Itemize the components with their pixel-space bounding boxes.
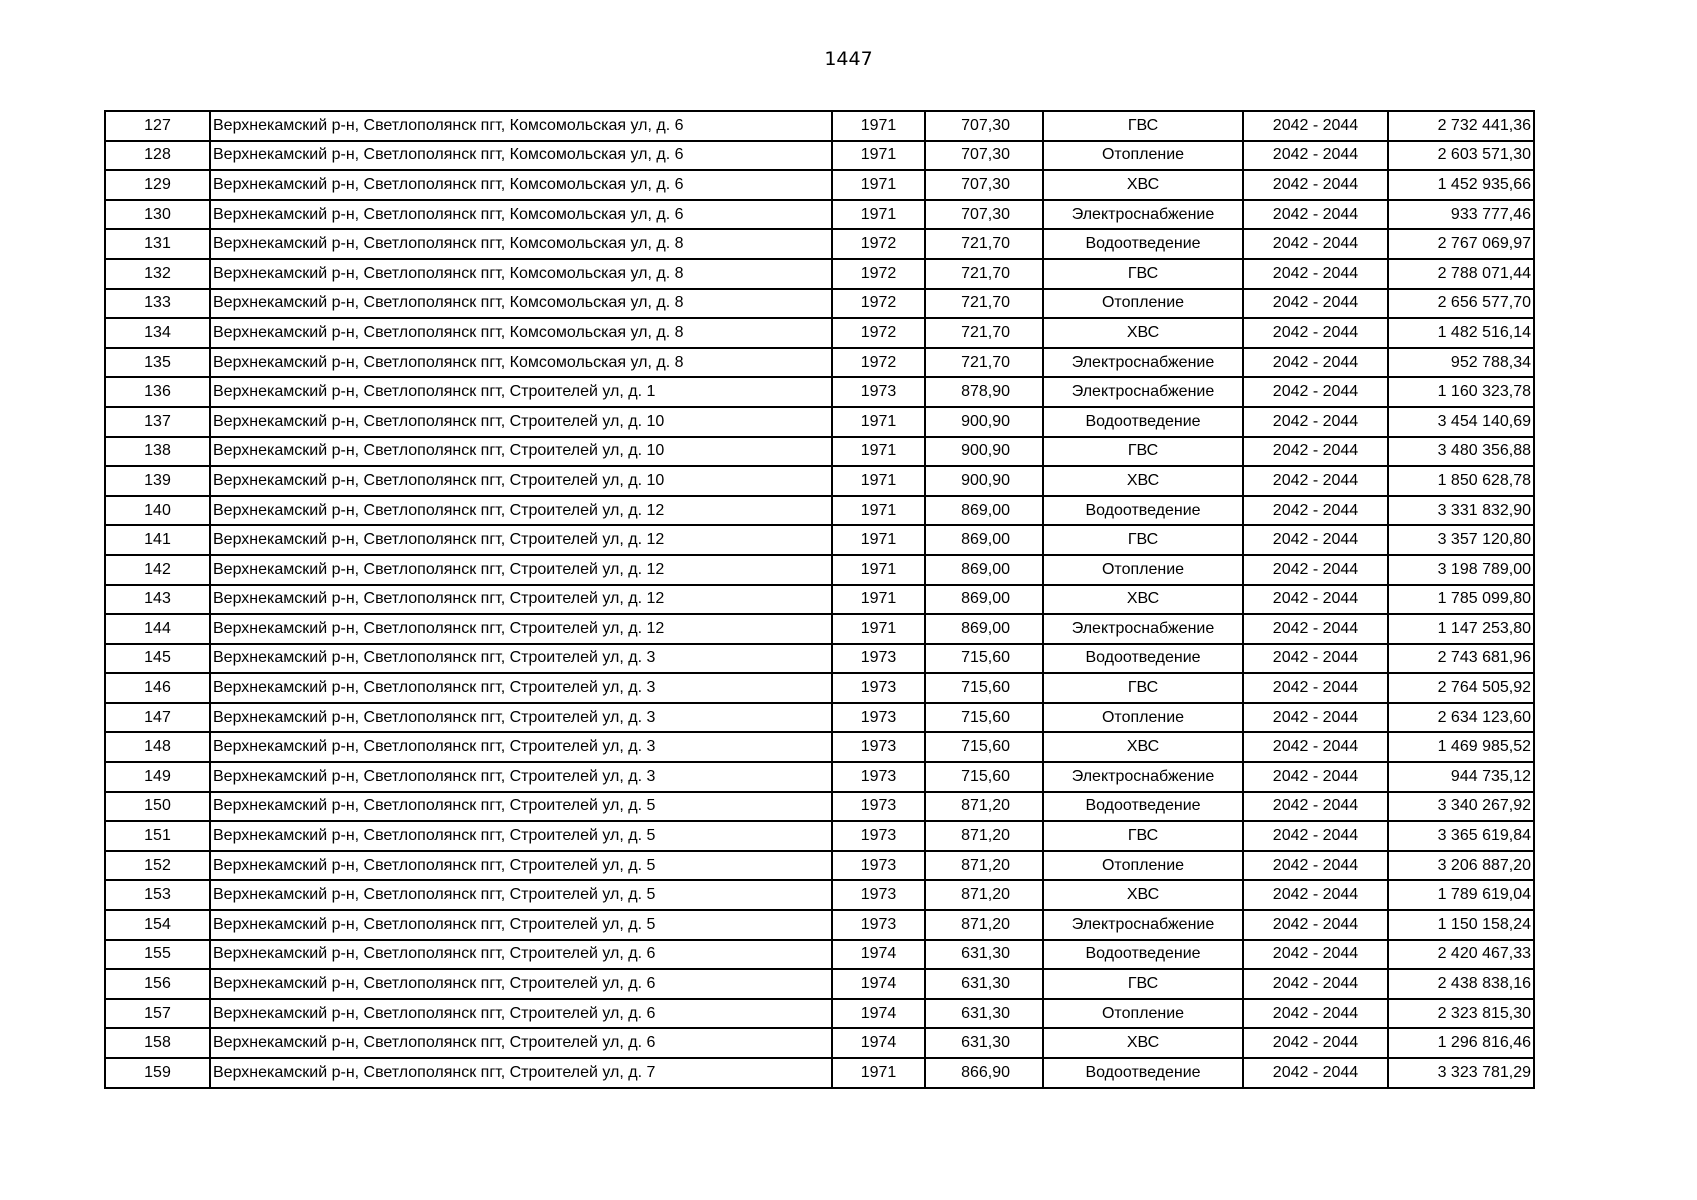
area-cell: 900,90 [925,437,1043,467]
area-cell: 707,30 [925,200,1043,230]
service-type-cell: Электроснабжение [1043,200,1243,230]
table-row [105,821,1534,851]
address-cell: Верхнекамский р-н, Светлополянск пгт, Строителей ул, д. 1 [210,377,832,407]
table-row [105,496,1534,526]
area-cell: 871,20 [925,821,1043,851]
period-cell: 2042 - 2044 [1243,377,1388,407]
address-cell: Верхнекамский р-н, Светлополянск пгт, Комсомольская ул, д. 8 [210,348,832,378]
row-number-cell: 133 [105,289,210,319]
build-year-cell: 1971 [832,437,925,467]
row-number-cell: 138 [105,437,210,467]
row-number-cell: 144 [105,614,210,644]
row-number-cell: 129 [105,170,210,200]
table-row [105,437,1534,467]
table-row [105,407,1534,437]
service-type-cell: ХВС [1043,466,1243,496]
row-number-cell: 132 [105,259,210,289]
table-row [105,348,1534,378]
area-cell: 871,20 [925,792,1043,822]
service-type-cell: ХВС [1043,732,1243,762]
table-row [105,703,1534,733]
address-cell: Верхнекамский р-н, Светлополянск пгт, Строителей ул, д. 12 [210,525,832,555]
row-number-cell: 147 [105,703,210,733]
address-cell: Верхнекамский р-н, Светлополянск пгт, Строителей ул, д. 5 [210,880,832,910]
period-cell: 2042 - 2044 [1243,407,1388,437]
build-year-cell: 1971 [832,555,925,585]
service-type-cell: Электроснабжение [1043,377,1243,407]
cost-cell: 3 206 887,20 [1388,851,1534,881]
cost-cell: 1 789 619,04 [1388,880,1534,910]
cost-cell: 952 788,34 [1388,348,1534,378]
area-cell: 900,90 [925,466,1043,496]
address-cell: Верхнекамский р-н, Светлополянск пгт, Строителей ул, д. 12 [210,585,832,615]
row-number-cell: 139 [105,466,210,496]
build-year-cell: 1971 [832,111,925,141]
period-cell: 2042 - 2044 [1243,289,1388,319]
period-cell: 2042 - 2044 [1243,348,1388,378]
area-cell: 707,30 [925,141,1043,171]
area-cell: 871,20 [925,910,1043,940]
row-number-cell: 149 [105,762,210,792]
cost-cell: 3 323 781,29 [1388,1058,1534,1088]
service-type-cell: ХВС [1043,585,1243,615]
build-year-cell: 1972 [832,318,925,348]
service-type-cell: Водоотведение [1043,792,1243,822]
service-type-cell: Электроснабжение [1043,614,1243,644]
build-year-cell: 1972 [832,259,925,289]
table-row [105,141,1534,171]
table-row [105,170,1534,200]
row-number-cell: 146 [105,673,210,703]
period-cell: 2042 - 2044 [1243,614,1388,644]
row-number-cell: 127 [105,111,210,141]
row-number-cell: 130 [105,200,210,230]
build-year-cell: 1973 [832,703,925,733]
address-cell: Верхнекамский р-н, Светлополянск пгт, Строителей ул, д. 10 [210,407,832,437]
period-cell: 2042 - 2044 [1243,1058,1388,1088]
period-cell: 2042 - 2044 [1243,170,1388,200]
row-number-cell: 151 [105,821,210,851]
area-cell: 707,30 [925,111,1043,141]
period-cell: 2042 - 2044 [1243,969,1388,999]
area-cell: 715,60 [925,644,1043,674]
table-row [105,969,1534,999]
table-row [105,555,1534,585]
cost-cell: 3 365 619,84 [1388,821,1534,851]
build-year-cell: 1971 [832,407,925,437]
row-number-cell: 128 [105,141,210,171]
build-year-cell: 1973 [832,377,925,407]
area-cell: 707,30 [925,170,1043,200]
area-cell: 869,00 [925,555,1043,585]
address-cell: Верхнекамский р-н, Светлополянск пгт, Комсомольская ул, д. 6 [210,111,832,141]
area-cell: 721,70 [925,259,1043,289]
period-cell: 2042 - 2044 [1243,318,1388,348]
period-cell: 2042 - 2044 [1243,792,1388,822]
build-year-cell: 1971 [832,170,925,200]
cost-cell: 3 357 120,80 [1388,525,1534,555]
service-type-cell: ГВС [1043,673,1243,703]
service-type-cell: ХВС [1043,880,1243,910]
service-type-cell: Водоотведение [1043,1058,1243,1088]
address-cell: Верхнекамский р-н, Светлополянск пгт, Строителей ул, д. 3 [210,644,832,674]
table-row [105,940,1534,970]
row-number-cell: 150 [105,792,210,822]
period-cell: 2042 - 2044 [1243,200,1388,230]
area-cell: 900,90 [925,407,1043,437]
build-year-cell: 1973 [832,821,925,851]
period-cell: 2042 - 2044 [1243,1028,1388,1058]
cost-cell: 1 160 323,78 [1388,377,1534,407]
address-cell: Верхнекамский р-н, Светлополянск пгт, Строителей ул, д. 6 [210,999,832,1029]
table-row [105,466,1534,496]
table-body [105,111,1534,1088]
table-row [105,585,1534,615]
address-cell: Верхнекамский р-н, Светлополянск пгт, Строителей ул, д. 5 [210,910,832,940]
period-cell: 2042 - 2044 [1243,910,1388,940]
address-cell: Верхнекамский р-н, Светлополянск пгт, Строителей ул, д. 12 [210,496,832,526]
address-cell: Верхнекамский р-н, Светлополянск пгт, Строителей ул, д. 3 [210,732,832,762]
period-cell: 2042 - 2044 [1243,999,1388,1029]
area-cell: 631,30 [925,969,1043,999]
address-cell: Верхнекамский р-н, Светлополянск пгт, Строителей ул, д. 10 [210,437,832,467]
cost-cell: 2 323 815,30 [1388,999,1534,1029]
table-row [105,111,1534,141]
table-row [105,762,1534,792]
table-row [105,732,1534,762]
repair-schedule-table [104,110,1535,1089]
area-cell: 715,60 [925,673,1043,703]
service-type-cell: Отопление [1043,999,1243,1029]
row-number-cell: 136 [105,377,210,407]
table-row [105,851,1534,881]
table-row [105,1058,1534,1088]
build-year-cell: 1973 [832,644,925,674]
build-year-cell: 1972 [832,229,925,259]
cost-cell: 3 454 140,69 [1388,407,1534,437]
period-cell: 2042 - 2044 [1243,851,1388,881]
address-cell: Верхнекамский р-н, Светлополянск пгт, Строителей ул, д. 5 [210,821,832,851]
service-type-cell: ХВС [1043,1028,1243,1058]
row-number-cell: 145 [105,644,210,674]
build-year-cell: 1971 [832,466,925,496]
row-number-cell: 143 [105,585,210,615]
address-cell: Верхнекамский р-н, Светлополянск пгт, Строителей ул, д. 7 [210,1058,832,1088]
address-cell: Верхнекамский р-н, Светлополянск пгт, Комсомольская ул, д. 6 [210,141,832,171]
table-row [105,289,1534,319]
period-cell: 2042 - 2044 [1243,821,1388,851]
address-cell: Верхнекамский р-н, Светлополянск пгт, Строителей ул, д. 10 [210,466,832,496]
cost-cell: 1 785 099,80 [1388,585,1534,615]
address-cell: Верхнекамский р-н, Светлополянск пгт, Комсомольская ул, д. 6 [210,170,832,200]
period-cell: 2042 - 2044 [1243,111,1388,141]
service-type-cell: ГВС [1043,111,1243,141]
period-cell: 2042 - 2044 [1243,525,1388,555]
period-cell: 2042 - 2044 [1243,940,1388,970]
period-cell: 2042 - 2044 [1243,732,1388,762]
address-cell: Верхнекамский р-н, Светлополянск пгт, Комсомольская ул, д. 8 [210,259,832,289]
table-row [105,644,1534,674]
build-year-cell: 1974 [832,969,925,999]
service-type-cell: Водоотведение [1043,940,1243,970]
area-cell: 866,90 [925,1058,1043,1088]
area-cell: 871,20 [925,880,1043,910]
area-cell: 631,30 [925,999,1043,1029]
table-row [105,229,1534,259]
area-cell: 631,30 [925,1028,1043,1058]
cost-cell: 1 482 516,14 [1388,318,1534,348]
build-year-cell: 1973 [832,880,925,910]
period-cell: 2042 - 2044 [1243,141,1388,171]
period-cell: 2042 - 2044 [1243,703,1388,733]
cost-cell: 1 452 935,66 [1388,170,1534,200]
build-year-cell: 1973 [832,851,925,881]
area-cell: 721,70 [925,229,1043,259]
row-number-cell: 134 [105,318,210,348]
row-number-cell: 158 [105,1028,210,1058]
service-type-cell: ГВС [1043,821,1243,851]
cost-cell: 1 469 985,52 [1388,732,1534,762]
service-type-cell: ХВС [1043,170,1243,200]
service-type-cell: Отопление [1043,555,1243,585]
period-cell: 2042 - 2044 [1243,555,1388,585]
table-row [105,200,1534,230]
row-number-cell: 157 [105,999,210,1029]
cost-cell: 1 150 158,24 [1388,910,1534,940]
cost-cell: 1 147 253,80 [1388,614,1534,644]
address-cell: Верхнекамский р-н, Светлополянск пгт, Комсомольская ул, д. 6 [210,200,832,230]
build-year-cell: 1971 [832,496,925,526]
period-cell: 2042 - 2044 [1243,259,1388,289]
row-number-cell: 156 [105,969,210,999]
address-cell: Верхнекамский р-н, Светлополянск пгт, Комсомольская ул, д. 8 [210,318,832,348]
row-number-cell: 154 [105,910,210,940]
area-cell: 869,00 [925,496,1043,526]
build-year-cell: 1971 [832,614,925,644]
build-year-cell: 1971 [832,1058,925,1088]
build-year-cell: 1974 [832,1028,925,1058]
table-row [105,259,1534,289]
address-cell: Верхнекамский р-н, Светлополянск пгт, Комсомольская ул, д. 8 [210,289,832,319]
service-type-cell: Водоотведение [1043,407,1243,437]
period-cell: 2042 - 2044 [1243,229,1388,259]
service-type-cell: Водоотведение [1043,644,1243,674]
period-cell: 2042 - 2044 [1243,673,1388,703]
table-row [105,673,1534,703]
service-type-cell: ГВС [1043,259,1243,289]
table-row [105,614,1534,644]
period-cell: 2042 - 2044 [1243,466,1388,496]
table-row [105,1028,1534,1058]
page-number: 1447 [824,48,873,70]
build-year-cell: 1973 [832,910,925,940]
area-cell: 869,00 [925,525,1043,555]
table-row [105,910,1534,940]
cost-cell: 1 296 816,46 [1388,1028,1534,1058]
row-number-cell: 148 [105,732,210,762]
service-type-cell: Водоотведение [1043,496,1243,526]
area-cell: 715,60 [925,703,1043,733]
address-cell: Верхнекамский р-н, Светлополянск пгт, Строителей ул, д. 12 [210,555,832,585]
service-type-cell: Отопление [1043,703,1243,733]
address-cell: Верхнекамский р-н, Светлополянск пгт, Строителей ул, д. 3 [210,703,832,733]
cost-cell: 2 743 681,96 [1388,644,1534,674]
build-year-cell: 1972 [832,348,925,378]
build-year-cell: 1973 [832,673,925,703]
build-year-cell: 1974 [832,999,925,1029]
service-type-cell: Отопление [1043,141,1243,171]
service-type-cell: ГВС [1043,969,1243,999]
build-year-cell: 1972 [832,289,925,319]
build-year-cell: 1971 [832,141,925,171]
area-cell: 721,70 [925,289,1043,319]
cost-cell: 2 438 838,16 [1388,969,1534,999]
address-cell: Верхнекамский р-н, Светлополянск пгт, Строителей ул, д. 3 [210,673,832,703]
address-cell: Верхнекамский р-н, Светлополянск пгт, Строителей ул, д. 5 [210,851,832,881]
cost-cell: 944 735,12 [1388,762,1534,792]
period-cell: 2042 - 2044 [1243,496,1388,526]
service-type-cell: Электроснабжение [1043,348,1243,378]
service-type-cell: Водоотведение [1043,229,1243,259]
table-row [105,792,1534,822]
build-year-cell: 1971 [832,525,925,555]
row-number-cell: 135 [105,348,210,378]
cost-cell: 2 732 441,36 [1388,111,1534,141]
area-cell: 715,60 [925,762,1043,792]
cost-cell: 3 480 356,88 [1388,437,1534,467]
address-cell: Верхнекамский р-н, Светлополянск пгт, Строителей ул, д. 3 [210,762,832,792]
cost-cell: 3 198 789,00 [1388,555,1534,585]
cost-cell: 2 767 069,97 [1388,229,1534,259]
build-year-cell: 1971 [832,585,925,615]
service-type-cell: ХВС [1043,318,1243,348]
cost-cell: 2 656 577,70 [1388,289,1534,319]
service-type-cell: ГВС [1043,525,1243,555]
service-type-cell: Отопление [1043,289,1243,319]
area-cell: 869,00 [925,614,1043,644]
row-number-cell: 141 [105,525,210,555]
build-year-cell: 1973 [832,732,925,762]
period-cell: 2042 - 2044 [1243,437,1388,467]
service-type-cell: Отопление [1043,851,1243,881]
period-cell: 2042 - 2044 [1243,880,1388,910]
table-row [105,525,1534,555]
table-row [105,318,1534,348]
table-row [105,999,1534,1029]
row-number-cell: 152 [105,851,210,881]
row-number-cell: 155 [105,940,210,970]
area-cell: 871,20 [925,851,1043,881]
table-row [105,880,1534,910]
address-cell: Верхнекамский р-н, Светлополянск пгт, Строителей ул, д. 6 [210,1028,832,1058]
service-type-cell: Электроснабжение [1043,910,1243,940]
address-cell: Верхнекамский р-н, Светлополянск пгт, Комсомольская ул, д. 8 [210,229,832,259]
cost-cell: 2 420 467,33 [1388,940,1534,970]
service-type-cell: Электроснабжение [1043,762,1243,792]
address-cell: Верхнекамский р-н, Светлополянск пгт, Строителей ул, д. 12 [210,614,832,644]
address-cell: Верхнекамский р-н, Светлополянск пгт, Строителей ул, д. 5 [210,792,832,822]
row-number-cell: 131 [105,229,210,259]
row-number-cell: 159 [105,1058,210,1088]
row-number-cell: 137 [105,407,210,437]
cost-cell: 3 331 832,90 [1388,496,1534,526]
address-cell: Верхнекамский р-н, Светлополянск пгт, Строителей ул, д. 6 [210,940,832,970]
period-cell: 2042 - 2044 [1243,585,1388,615]
address-cell: Верхнекамский р-н, Светлополянск пгт, Строителей ул, д. 6 [210,969,832,999]
area-cell: 869,00 [925,585,1043,615]
row-number-cell: 140 [105,496,210,526]
area-cell: 878,90 [925,377,1043,407]
cost-cell: 2 634 123,60 [1388,703,1534,733]
row-number-cell: 142 [105,555,210,585]
table-row [105,377,1534,407]
build-year-cell: 1973 [832,792,925,822]
cost-cell: 2 788 071,44 [1388,259,1534,289]
cost-cell: 2 603 571,30 [1388,141,1534,171]
row-number-cell: 153 [105,880,210,910]
build-year-cell: 1973 [832,762,925,792]
area-cell: 721,70 [925,318,1043,348]
build-year-cell: 1971 [832,200,925,230]
area-cell: 715,60 [925,732,1043,762]
cost-cell: 2 764 505,92 [1388,673,1534,703]
area-cell: 631,30 [925,940,1043,970]
cost-cell: 3 340 267,92 [1388,792,1534,822]
area-cell: 721,70 [925,348,1043,378]
service-type-cell: ГВС [1043,437,1243,467]
period-cell: 2042 - 2044 [1243,762,1388,792]
cost-cell: 933 777,46 [1388,200,1534,230]
build-year-cell: 1974 [832,940,925,970]
cost-cell: 1 850 628,78 [1388,466,1534,496]
period-cell: 2042 - 2044 [1243,644,1388,674]
